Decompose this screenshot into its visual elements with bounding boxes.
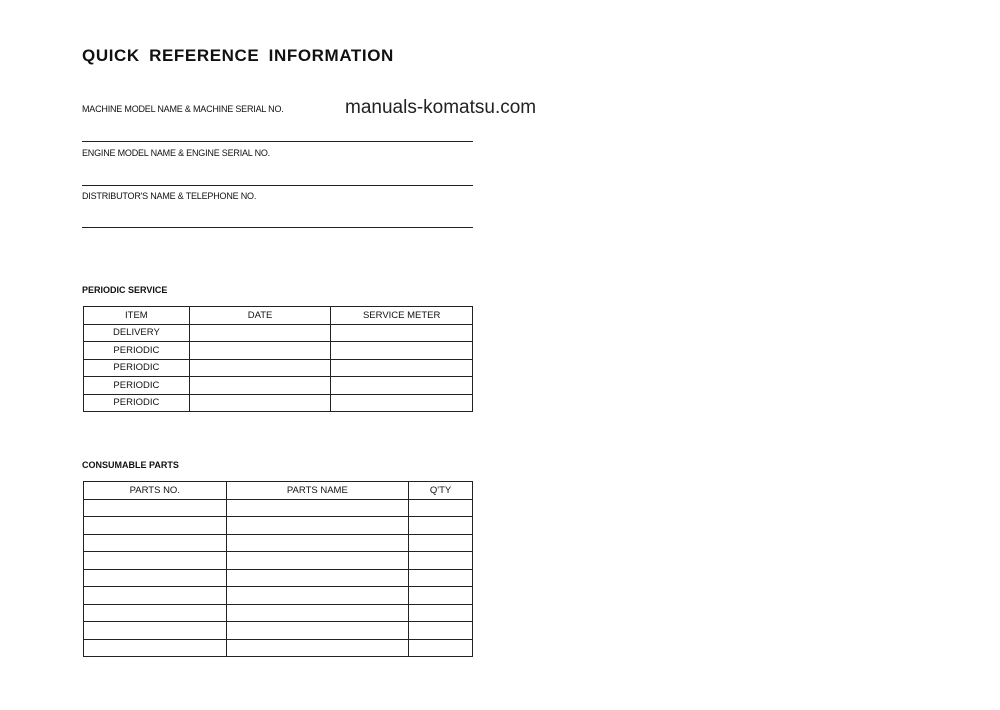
item-cell: PERIODIC: [84, 342, 190, 360]
parts-no-cell[interactable]: [84, 587, 227, 605]
table-row: [84, 499, 473, 517]
table-header-row: [84, 307, 473, 325]
page-title: QUICK REFERENCE INFORMATION: [82, 46, 394, 65]
parts-name-cell[interactable]: [226, 569, 409, 587]
qty-cell[interactable]: [409, 639, 473, 657]
parts-name-cell[interactable]: [226, 499, 409, 517]
table-row: [84, 569, 473, 587]
parts-name-cell[interactable]: [226, 534, 409, 552]
parts-no-cell[interactable]: [84, 604, 227, 622]
qty-cell[interactable]: [409, 552, 473, 570]
table-row: [84, 517, 473, 535]
parts-no-cell[interactable]: [84, 622, 227, 640]
engine-field-label: ENGINE MODEL NAME & ENGINE SERIAL NO.: [82, 148, 270, 158]
parts-no-cell[interactable]: [84, 499, 227, 517]
consumable-parts-table: [83, 481, 473, 657]
column-header-date: DATE: [189, 307, 331, 325]
qty-cell[interactable]: [409, 499, 473, 517]
engine-field-line[interactable]: [82, 185, 473, 186]
date-cell[interactable]: [189, 342, 331, 360]
table-row: [84, 534, 473, 552]
column-header-item: ITEM: [84, 307, 190, 325]
qty-cell[interactable]: [409, 587, 473, 605]
date-cell[interactable]: [189, 377, 331, 395]
table-row: [84, 604, 473, 622]
qty-cell[interactable]: [409, 622, 473, 640]
meter-cell[interactable]: [331, 377, 473, 395]
parts-no-cell[interactable]: [84, 552, 227, 570]
parts-name-cell[interactable]: [226, 552, 409, 570]
qty-cell[interactable]: [409, 569, 473, 587]
watermark: manuals-komatsu.com: [345, 97, 537, 118]
periodic-service-table: [83, 306, 473, 412]
qty-cell[interactable]: [409, 517, 473, 535]
meter-cell[interactable]: [331, 342, 473, 360]
parts-no-cell[interactable]: [84, 517, 227, 535]
periodic-service-heading: PERIODIC SERVICE: [82, 285, 168, 295]
table-row: [84, 359, 473, 377]
column-header-parts-no: PARTS NO.: [84, 482, 227, 500]
meter-cell[interactable]: [331, 359, 473, 377]
table-row: [84, 622, 473, 640]
parts-no-cell[interactable]: [84, 569, 227, 587]
date-cell[interactable]: [189, 359, 331, 377]
consumable-parts-heading: CONSUMABLE PARTS: [82, 460, 179, 470]
table-row: [84, 394, 473, 412]
table-row: [84, 324, 473, 342]
distributor-field-label: DISTRIBUTOR'S NAME & TELEPHONE NO.: [82, 191, 257, 201]
parts-name-cell[interactable]: [226, 517, 409, 535]
table-row: [84, 377, 473, 395]
table-row: [84, 552, 473, 570]
machine-field-line[interactable]: [82, 141, 473, 142]
parts-name-cell[interactable]: [226, 622, 409, 640]
column-header-parts-name: PARTS NAME: [226, 482, 409, 500]
column-header-qty: Q'TY: [409, 482, 473, 500]
qty-cell[interactable]: [409, 534, 473, 552]
table-row: [84, 639, 473, 657]
parts-name-cell[interactable]: [226, 604, 409, 622]
parts-name-cell[interactable]: [226, 639, 409, 657]
item-cell: PERIODIC: [84, 394, 190, 412]
column-header-service-meter: SERVICE METER: [331, 307, 473, 325]
table-row: [84, 342, 473, 360]
machine-field-label: MACHINE MODEL NAME & MACHINE SERIAL NO.: [82, 104, 284, 114]
qty-cell[interactable]: [409, 604, 473, 622]
item-cell: DELIVERY: [84, 324, 190, 342]
parts-name-cell[interactable]: [226, 587, 409, 605]
item-cell: PERIODIC: [84, 377, 190, 395]
table-header-row: [84, 482, 473, 500]
meter-cell[interactable]: [331, 324, 473, 342]
item-cell: PERIODIC: [84, 359, 190, 377]
meter-cell[interactable]: [331, 394, 473, 412]
parts-no-cell[interactable]: [84, 639, 227, 657]
date-cell[interactable]: [189, 324, 331, 342]
date-cell[interactable]: [189, 394, 331, 412]
distributor-field-line[interactable]: [82, 227, 473, 228]
parts-no-cell[interactable]: [84, 534, 227, 552]
table-row: [84, 587, 473, 605]
